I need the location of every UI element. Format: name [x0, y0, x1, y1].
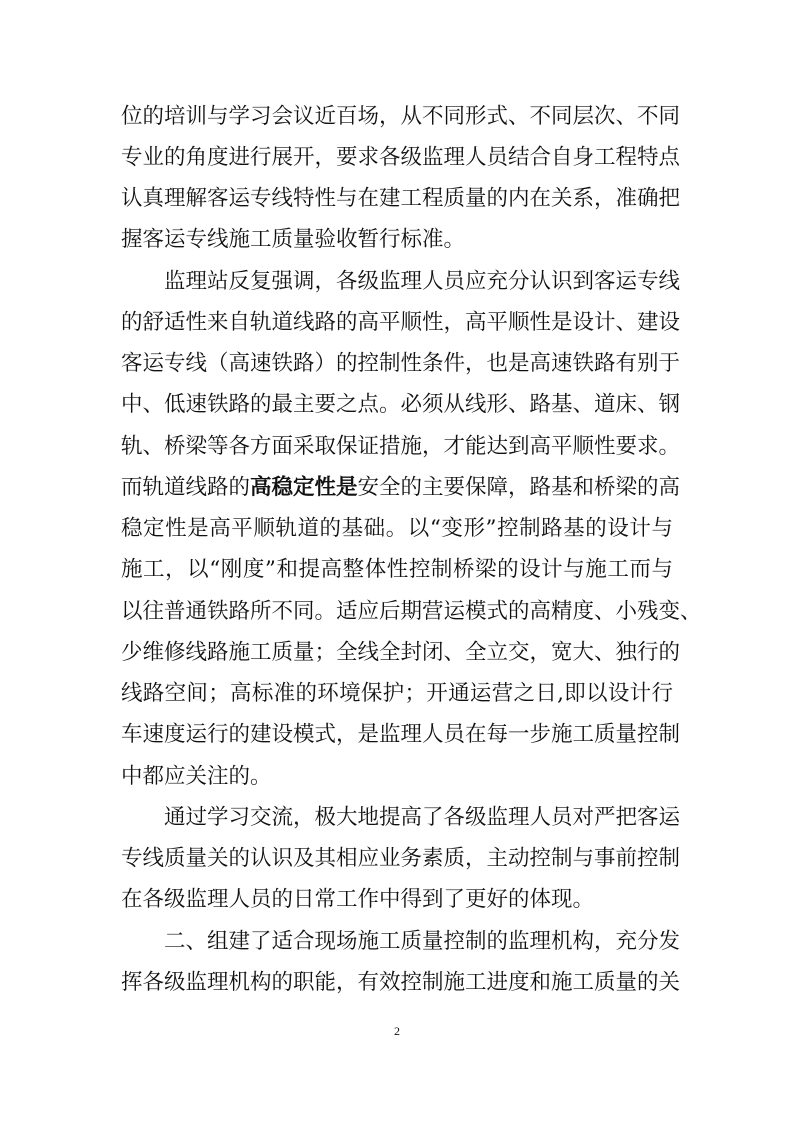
text-line: 专业的角度进行展开，要求各级监理人员结合自身工程特点: [121, 145, 681, 170]
page-number: 2: [394, 1024, 400, 1038]
text-line: 二、组建了适合现场施工质量控制的监理机构，充分发: [164, 929, 681, 954]
text-line: 专线质量关的认识及其相应业务素质，主动控制与事前控制: [121, 846, 681, 871]
text-line: 监理站反复强调，各级监理人员应充分认识到客运专线: [164, 269, 681, 294]
text-line: 客运专线（高速铁路）的控制性条件，也是高速铁路有别于: [121, 351, 681, 376]
text-line: 施工，以“刚度”和提高整体性控制桥梁的设计与施工而与: [121, 557, 673, 582]
text-line: 在各级监理人员的日常工作中得到了更好的体现。: [121, 887, 595, 912]
text-run: 而轨道线路的: [121, 475, 251, 500]
text-line: 认真理解客运专线特性与在建工程质量的内在关系，准确把: [121, 186, 681, 211]
text-line: 轨、桥梁等各方面采取保证措施，才能达到高平顺性要求。: [121, 434, 681, 459]
text-run: 安全的主要保障，路基和桥梁的高: [357, 475, 681, 500]
text-line: 位的培训与学习会议近百场，从不同形式、不同层次、不同: [121, 104, 681, 129]
text-line: 车速度运行的建设模式，是监理人员在每一步施工质量控制: [121, 722, 681, 747]
text-line: 以往普通铁路所不同。适应后期营运模式的高精度、小残变、: [121, 599, 702, 624]
text-line: 中、低速铁路的最主要之点。必须从线形、路基、道床、钢: [121, 392, 681, 417]
text-line: 握客运专线施工质量验收暂行标准。: [121, 227, 466, 252]
text-line: 的舒适性来自轨道线路的高平顺性，高平顺性是设计、建设: [121, 310, 681, 335]
text-line-with-bold: [121, 474, 681, 502]
bold-text-run: 高稳定性是: [250, 475, 358, 500]
text-line: 通过学习交流，极大地提高了各级监理人员对严把客运: [164, 805, 681, 830]
text-line: 中都应关注的。: [121, 764, 272, 789]
text-line: 稳定性是高平顺轨道的基础。以“变形”控制路基的设计与: [121, 516, 673, 541]
text-line: 少维修线路施工质量；全线全封闭、全立交，宽大、独行的: [121, 640, 681, 665]
text-line: 线路空间；高标准的环境保护；开通运营之日,即以设计行: [121, 681, 673, 706]
text-line: 挥各级监理机构的职能，有效控制施工进度和施工质量的关: [121, 970, 681, 995]
